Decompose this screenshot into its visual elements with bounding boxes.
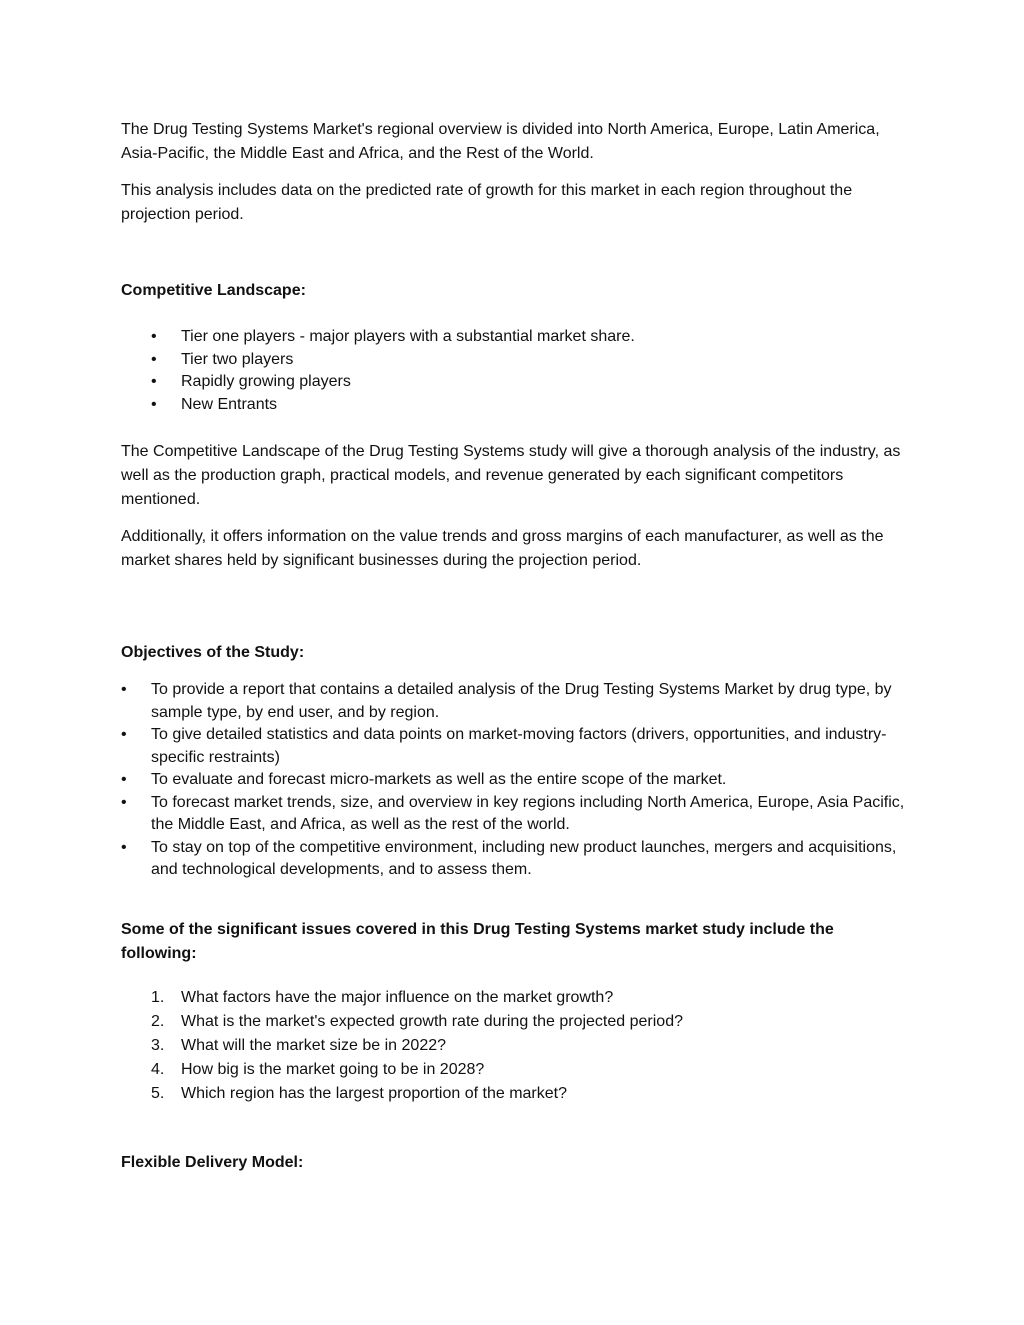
bullet-icon: •	[121, 838, 127, 856]
list-number: 1.	[151, 988, 165, 1006]
list-item: • To give detailed statistics and data points on market-moving factors (drivers, opportunities, and industry-specific restraints)	[121, 726, 887, 766]
intro-paragraph-2: This analysis includes data on the predicted rate of growth for this market in each region throughout the projection period.	[121, 182, 853, 223]
list-number: 3.	[151, 1036, 165, 1054]
bullet-icon: •	[121, 726, 127, 743]
list-number: 5.	[151, 1085, 165, 1103]
competitive-paragraph-2: Additionally, it offers information on the value trends and gross margins of each manufacturer, as well as the market shares held by significant businesses during the projection period.	[121, 528, 884, 569]
objectives-list	[121, 679, 911, 882]
competitive-paragraph-1: The Competitive Landscape of the Drug Testing Systems study will give a thorough analysis of the industry, as well as the production graph, practical models, and revenue generated by each significant competitors mentioned.	[121, 443, 901, 508]
list-item: • To forecast market trends, size, and overview in key regions including North America, Europe, Asia Pacific, the Middle East, and Africa, as well as the rest of the world.	[121, 793, 905, 833]
list-item: 1. What factors have the major influence on the market growth?	[121, 986, 911, 1010]
list-item: • New Entrants	[121, 394, 911, 417]
list-item: • To stay on top of the competitive environment, including new product launches, mergers and acquisitions, and technological developments, and to assess them.	[121, 838, 897, 878]
list-item: • To evaluate and forecast micro-markets as well as the entire scope of the market.	[121, 769, 911, 792]
competitive-landscape-heading: Competitive Landscape:	[121, 282, 306, 299]
intro-paragraph-1: The Drug Testing Systems Market's regional overview is divided into North America, Europe, Latin America, Asia-Pacific, the Middle East and Africa, and the Rest of the World.	[121, 121, 880, 162]
document-page	[121, 118, 911, 1175]
bullet-icon: •	[151, 350, 157, 368]
list-number: 2.	[151, 1012, 165, 1030]
list-number: 4.	[151, 1061, 165, 1079]
list-item: • Tier one players - major players with a substantial market share.	[121, 326, 911, 349]
issues-list	[121, 986, 911, 1107]
bullet-icon: •	[121, 793, 127, 811]
list-item: • To provide a report that contains a detailed analysis of the Drug Testing Systems Market by drug type, by sample type, by end user, and by region.	[121, 681, 892, 721]
issues-heading: Some of the significant issues covered in this Drug Testing Systems market study include the following:	[121, 920, 834, 962]
objectives-heading: Objectives of the Study:	[121, 644, 305, 661]
flexible-delivery-heading: Flexible Delivery Model:	[121, 1153, 304, 1171]
list-item: 2. What is the market's expected growth rate during the projected period?	[121, 1010, 911, 1034]
list-item: • Tier two players	[121, 349, 911, 372]
list-item: 5. Which region has the largest proportion of the market?	[121, 1082, 911, 1106]
bullet-icon: •	[121, 771, 127, 788]
bullet-icon: •	[151, 328, 157, 345]
bullet-icon: •	[151, 395, 157, 413]
bullet-icon: •	[151, 373, 157, 390]
list-item: 4. How big is the market going to be in 2028?	[121, 1058, 911, 1082]
bullet-icon: •	[121, 681, 127, 698]
list-item: • Rapidly growing players	[121, 371, 911, 394]
competitive-tier-list	[121, 326, 911, 416]
list-item: 3. What will the market size be in 2022?	[121, 1034, 911, 1058]
